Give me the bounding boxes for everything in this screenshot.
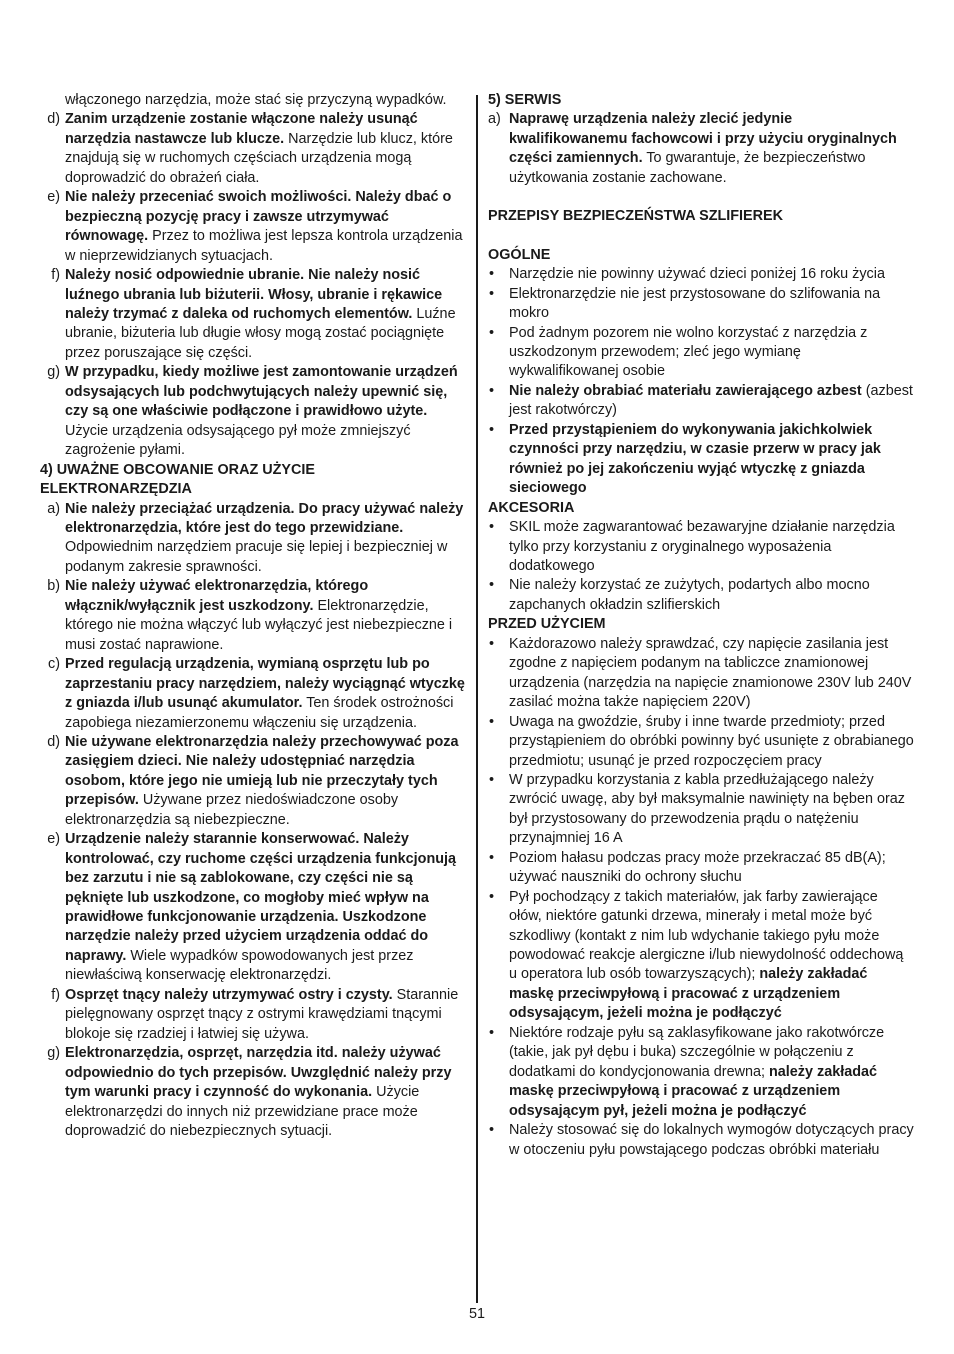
bullet-icon: •: [489, 1122, 495, 1139]
list-item: [40, 363, 468, 460]
bullet-icon: •: [489, 635, 495, 652]
item-bold-text: Zanim urządzenie zostanie włączone należy usunąć narzędzia nastawcze lub klucze.: [65, 111, 418, 147]
service-list: [488, 110, 914, 188]
bullet-icon: •: [489, 849, 495, 866]
item-text: Użycie elektronarzędzi do innych niż przewidziane prace może doprowadzić do niebezpiecznych sytuacji.: [65, 1084, 420, 1140]
list-item: [40, 110, 468, 188]
item-text: Pył pochodzący z takich materiałów, jak farby zawierające ołów, niektóre gatunki drzewa, minerały i metal może być szkodliwy (kontakt z nim lub wdychanie takiego pyłu może powodować reakcje alergiczne i/lub niewydolność oddechową u operatora lub osób towarzyszących);: [509, 888, 904, 983]
list-item: [40, 500, 468, 578]
list-item: [488, 110, 914, 188]
item-text: Elektronarzędzie nie jest przystosowane do szlifowania na mokro: [509, 285, 881, 322]
item-marker: e): [47, 189, 60, 206]
list-item: [40, 1044, 468, 1141]
list-item: [40, 266, 468, 363]
item-text: Ten środek ostrożności zapobiega niezamierzonemu włączeniu się urządzenia.: [65, 695, 454, 731]
section-4-list: [40, 500, 468, 1142]
bullet-item: [488, 382, 914, 421]
bullet-item: [488, 1121, 914, 1160]
accessories-heading: AKCESORIA: [488, 499, 575, 516]
item-marker: g): [47, 1045, 60, 1062]
bullet-item: [488, 576, 914, 615]
bullet-icon: •: [489, 324, 495, 341]
item-text: Używane przez niedoświadczone osoby elektronarzędzia są niebezpieczne.: [65, 792, 399, 828]
item-bold-text: Nie należy przeceniać swoich możliwości. Należy dbać o bezpieczną pozycję pracy i zawsze utrzymywać równowagę.: [65, 189, 452, 245]
bullet-item: [488, 1024, 914, 1121]
item-text: Każdorazowo należy sprawdzać, czy napięcie zasilania jest zgodne z napięciem podanym na tabliczce znamionowej urządzenia (narzędzia na napięcie znamionowe 230V lub 240V zasilać można także napięciem 220V): [509, 635, 912, 711]
general-list: [488, 265, 914, 498]
item-bold-text: należy zakładać maskę przeciwpyłową i pracować z urządzeniem odsysającym, jeżeli można je podłączyć: [509, 966, 868, 1022]
list-item: [40, 188, 468, 266]
bullet-icon: •: [489, 285, 495, 302]
item-bold-text: Nie należy obrabiać materiału zawierającego azbest: [509, 382, 862, 399]
item-bold-text: Elektronarzędzia, osprzęt, narzędzia itd. należy używać odpowiednio do tych przepisów. Uwzględnić należy przy tym warunki pracy i czynność do wykonania.: [65, 1045, 452, 1101]
bullet-item: [488, 888, 914, 1024]
intro-paragraph: włączonego narzędzia, może stać się przyczyną wypadków.: [65, 92, 447, 108]
item-bold-text: Przed przystąpieniem do wykonywania jakichkolwiek czynności przy narzędziu, w czasie przerw w pracy jak również po jej zakończeniu wyjąć wtyczkę z gniazda sieciowego: [509, 421, 881, 497]
grinder-safety-heading: PRZEPISY BEZPIECZEŃSTWA SZLIFIEREK: [488, 208, 784, 225]
spacer: [488, 188, 914, 207]
section-4-heading: 4) UWAŻNE OBCOWANIE ORAZ UŻYCIE ELEKTRONARZĘDZIA: [40, 461, 316, 498]
accessories-list: [488, 518, 914, 615]
bullet-icon: •: [489, 888, 495, 905]
left-column: [40, 91, 468, 1141]
item-bold-text: Przed regulacją urządzenia, wymianą osprzętu lub po zaprzestaniu pracy narzędziem, należy wyciągnąć wtyczkę z gniazda i/lub usunąć akumulator.: [65, 656, 465, 712]
item-text: Luźne ubranie, biżuteria lub długie włosy mogą zostać pociągnięte przez poruszające się części.: [65, 305, 456, 361]
before-use-heading: PRZED UŻYCIEM: [488, 616, 606, 633]
item-bold-text: należy zakładać maskę przeciwpyłową i pracować z urządzeniem odsysającym pył, jeżeli można je podłączyć: [509, 1063, 877, 1119]
item-bold-text: Nie używane elektronarzędzia należy przechowywać poza zasięgiem dzieci. Nie należy udostępniać narzędzia osobom, które jego nie umieją lub nie przeczytały tych przepisów.: [65, 733, 459, 809]
item-text: Odpowiednim narzędziem pracuje się lepiej i bezpieczniej w podanym zakresie sprawności.: [65, 539, 448, 575]
bullet-icon: •: [489, 771, 495, 788]
item-bold-text: Naprawę urządzenia należy zlecić jedynie kwalifikowanemu fachowcowi i przy użyciu oryginalnych części zamiennych.: [509, 111, 897, 167]
item-bold-text: Nie należy przeciążać urządzenia. Do pracy używać należy elektronarzędzia, które jest do tego przewidziane.: [65, 500, 464, 536]
item-text: Wiele wypadków spowodowanych jest przez niewłaściwą konserwację elektronarzędzi.: [65, 947, 414, 984]
spacer: [488, 227, 914, 246]
bullet-item: [488, 265, 914, 284]
item-marker: d): [47, 733, 60, 750]
bullet-icon: •: [489, 713, 495, 730]
bullet-item: [488, 285, 914, 324]
item-marker: c): [48, 656, 60, 673]
item-text: Pod żadnym pozorem nie wolno korzystać z narzędzia z uszkodzonym przewodem; zleć jego wymianę wykwalifikowanej osobie: [509, 324, 868, 380]
item-text: Poziom hałasu podczas pracy może przekraczać 85 dB(A); używać nauszniki do ochrony słuchu: [509, 849, 886, 886]
item-text: Uwaga na gwoździe, śruby i inne twarde przedmioty; przed przystąpieniem do obróbki powinny być usunięte z obrabianego przedmiotu; usunąć je przed rozpoczęciem pracy: [509, 713, 914, 769]
item-text: Niektóre rodzaje pyłu są zaklasyfikowane jako rakotwórcze (takie, jak pył dębu i buka) szczególnie w połączeniu z dodatkami do kondycjonowania drewna;: [509, 1024, 885, 1080]
item-marker: e): [47, 831, 60, 848]
item-marker: g): [47, 364, 60, 381]
item-marker: f): [51, 986, 60, 1003]
list-item: [40, 986, 468, 1044]
item-text: (azbest jest rakotwórczy): [509, 382, 913, 419]
item-text: Nie należy korzystać ze zużytych, podartych albo mocno zapchanych okładzin szlifierskich: [509, 577, 870, 613]
item-text: Narzędzie nie powinny używać dzieci poniżej 16 roku życia: [509, 266, 885, 283]
before-use-list: [488, 635, 914, 1160]
bullet-item: [488, 771, 914, 849]
bullet-item: [488, 635, 914, 713]
item-marker: a): [47, 500, 60, 517]
list-item: [40, 733, 468, 830]
item-text: W przypadku korzystania z kabla przedłużającego należy zwrócić uwagę, aby był maksymalnie nawinięty na bęben oraz był przystosowany do przewodzenia prądu o natężeniu przynajmniej 16 A: [509, 771, 905, 847]
item-bold-text: W przypadku, kiedy możliwe jest zamontowanie urządzeń odsysających lub podchwytujących należy upewnić się, czy są one właściwie podłączone i prawidłowo użyte.: [65, 364, 458, 420]
bullet-item: [488, 324, 914, 382]
bullet-icon: •: [489, 1024, 495, 1041]
item-marker: f): [51, 267, 60, 284]
bullet-icon: •: [489, 577, 495, 594]
column-divider: [476, 95, 478, 1303]
bullet-icon: •: [489, 382, 495, 399]
bullet-item: [488, 421, 914, 499]
item-marker: b): [47, 578, 60, 595]
item-marker: d): [47, 111, 60, 128]
general-heading: OGÓLNE: [488, 246, 551, 263]
item-text: Elektronarzędzie, którego nie można włączyć lub wyłączyć jest niebezpieczne i musi zostać naprawione.: [65, 597, 453, 653]
item-text: To gwarantuje, że bezpieczeństwo użytkowania zostanie zachowane.: [509, 150, 866, 186]
item-bold-text: Osprzęt tnący należy utrzymywać ostry i czysty.: [65, 986, 393, 1003]
list-item: [40, 830, 468, 986]
safety-list-continued: [40, 110, 468, 460]
item-bold-text: Urządzenie należy starannie konserwować. Należy kontrolować, czy ruchome części urządzenia funkcjonują bez zarzutu i nie są zablokowane, czy części nie są pęknięte lub uszkodzone, co mogłoby mieć wpływ na prawidłowe funkcjonowanie urządzenia. Uszkodzone narzędzie należy przed użyciem urządzenia oddać do naprawy.: [65, 831, 457, 964]
item-bold-text: Należy nosić odpowiednie ubranie. Nie należy nosić luźnego ubrania lub biżuterii. Włosy, ubranie i rękawice należy trzymać z daleka od ruchomych elementów.: [65, 267, 443, 322]
bullet-icon: •: [489, 421, 495, 438]
bullet-item: [488, 713, 914, 771]
item-marker: a): [488, 111, 501, 128]
item-text: Należy stosować się do lokalnych wymogów dotyczących pracy w otoczeniu pyłu powstającego podczas obróbki materiału: [509, 1122, 914, 1158]
list-item: [40, 655, 468, 733]
item-text: Przez to możliwa jest lepsza kontrola urządzenia w nieprzewidzianych sytuacjach.: [65, 228, 463, 264]
item-text: Starannie pielęgnowany osprzęt tnący z ostrymi krawędziami tnącymi blokoje się rzadziej i łatwiej się używa.: [65, 986, 459, 1042]
item-text: Użycie urządzenia odsysającego pył może zmniejszyć zagrożenie pyłami.: [65, 422, 411, 459]
right-column: [488, 91, 914, 1160]
item-text: Narzędzie lub klucz, które znajdują się w ruchomych częściach urządzenia mogą doprowadzić do obrażeń ciała.: [65, 130, 453, 186]
section-5-heading: 5) SERWIS: [488, 92, 562, 108]
item-text: SKIL może zagwarantować bezawaryjne działanie narzędzia tylko przy korzystaniu z oryginalnego wyposażenia dodatkowego: [509, 519, 895, 574]
bullet-item: [488, 518, 914, 576]
bullet-item: [488, 849, 914, 888]
item-bold-text: Nie należy używać elektronarzędzia, którego włącznik/wyłącznik jest uszkodzony.: [65, 578, 369, 614]
list-item: [40, 577, 468, 655]
bullet-icon: •: [489, 519, 495, 536]
page-number: 51: [468, 1306, 485, 1322]
bullet-icon: •: [489, 266, 495, 283]
